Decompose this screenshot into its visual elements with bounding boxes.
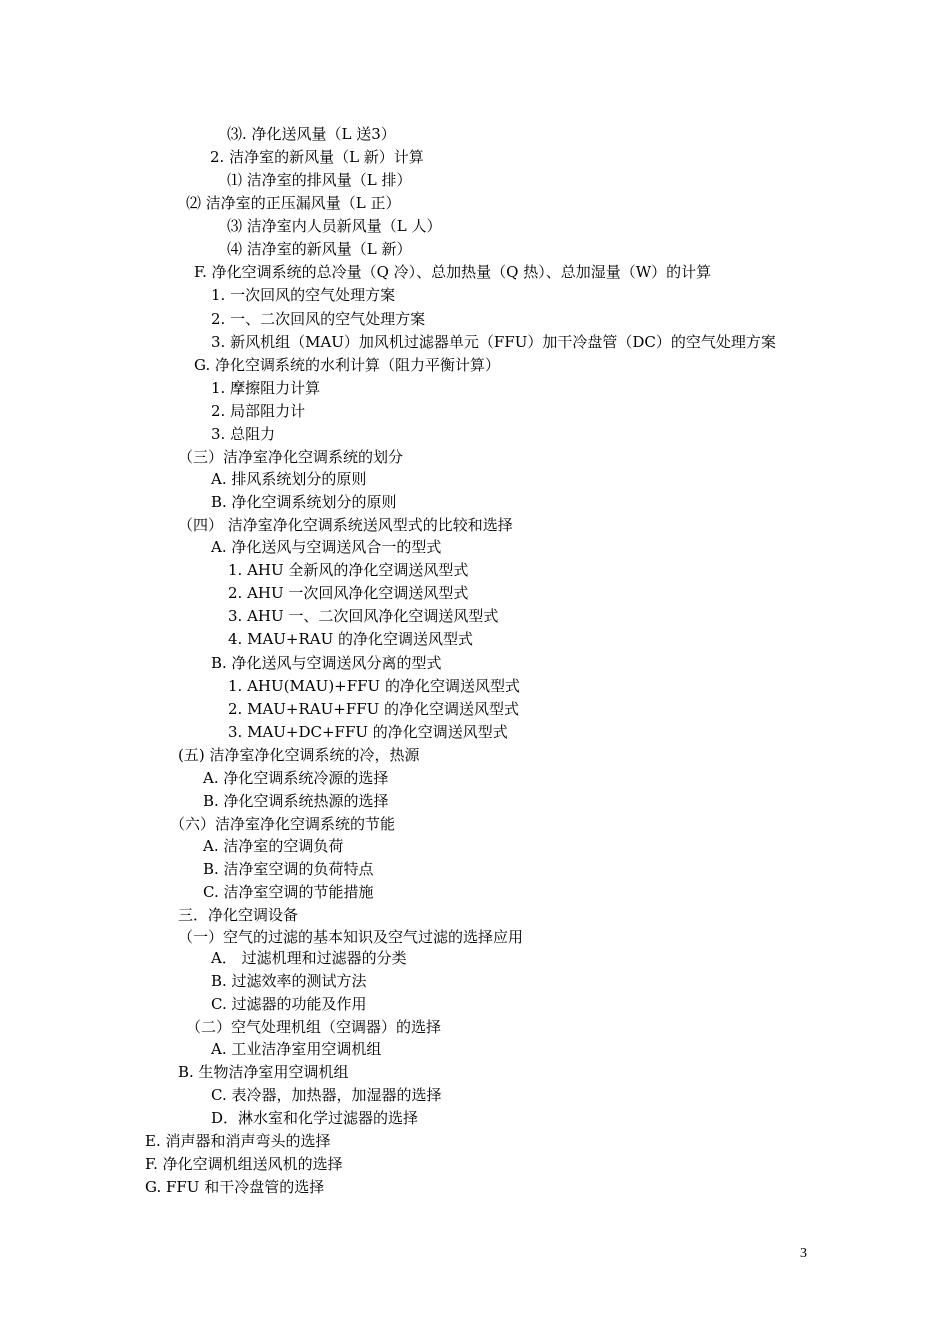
- outline-line: G. 净化空调系统的水利计算（阻力平衡计算）: [194, 356, 500, 374]
- outline-line: A． 过滤机理和过滤器的分类: [211, 949, 407, 967]
- outline-line: 1. AHU(MAU)+FFU 的净化空调送风型式: [228, 677, 520, 695]
- outline-line: （二）空气处理机组（空调器）的选择: [186, 1018, 442, 1036]
- outline-line: A. 工业洁净室用空调机组: [211, 1040, 382, 1058]
- outline-line: 3. 总阻力: [211, 425, 276, 443]
- outline-line: 2. 局部阻力计: [211, 402, 306, 420]
- outline-line: B. 净化空调系统划分的原则: [211, 493, 397, 511]
- outline-line: （一）空气的过滤的基本知识及空气过滤的选择应用: [178, 928, 524, 946]
- outline-line: （四） 洁净室净化空调系统送风型式的比较和选择: [178, 516, 513, 534]
- outline-line: A. 净化空调系统冷源的选择: [203, 769, 389, 787]
- outline-line: 2. AHU 一次回风净化空调送风型式: [228, 584, 469, 602]
- outline-line: E. 消声器和消声弯头的选择: [145, 1132, 331, 1150]
- outline-line: B. 洁净室空调的负荷特点: [203, 860, 374, 878]
- outline-line: （六）洁净室净化空调系统的节能: [170, 815, 396, 833]
- outline-line: D．淋水室和化学过滤器的选择: [211, 1109, 419, 1127]
- page-number: 3: [800, 1246, 807, 1261]
- outline-line: 4. MAU+RAU 的净化空调送风型式: [228, 630, 474, 648]
- outline-line: ⑵ 洁净室的正压漏风量（L 正）: [186, 194, 401, 212]
- outline-line: A. 净化送风与空调送风合一的型式: [211, 538, 442, 556]
- outline-line: C. 洁净室空调的节能措施: [203, 883, 374, 901]
- outline-line: 2. MAU+RAU+FFU 的净化空调送风型式: [228, 700, 520, 718]
- outline-line: ⑶ 洁净室内人员新风量（L 人）: [227, 217, 442, 235]
- outline-line: 1. 摩擦阻力计算: [211, 379, 321, 397]
- outline-line: 1. AHU 全新风的净化空调送风型式: [228, 561, 469, 579]
- outline-line: ⑶. 净化送风量（L 送3）: [227, 125, 396, 143]
- outline-line: G. FFU 和干冷盘管的选择: [145, 1178, 325, 1196]
- outline-line: 三．净化空调设备: [178, 906, 299, 924]
- outline-line: （三）洁净室净化空调系统的划分: [178, 448, 404, 466]
- outline-line: F. 净化空调系统的总冷量（Q 冷）、总加热量（Q 热）、总加湿量（W）的计算: [194, 263, 712, 281]
- outline-line: B. 过滤效率的测试方法: [211, 972, 367, 990]
- outline-line: ⑷ 洁净室的新风量（L 新）: [227, 240, 412, 258]
- outline-line: 2. 一、二次回风的空气处理方案: [211, 310, 426, 328]
- outline-line: B. 净化送风与空调送风分离的型式: [211, 654, 442, 672]
- outline-line: 1. 一次回风的空气处理方案: [211, 286, 396, 304]
- outline-line: 3. MAU+DC+FFU 的净化空调送风型式: [228, 723, 508, 741]
- outline-line: F. 净化空调机组送风机的选择: [145, 1155, 343, 1173]
- outline-line: C. 表冷器，加热器，加湿器的选择: [211, 1086, 442, 1104]
- outline-line: B. 净化空调系统热源的选择: [203, 792, 389, 810]
- outline-line: 3. 新风机组（MAU）加风机过滤器单元（FFU）加干冷盘管（DC）的空气处理方案: [211, 333, 776, 351]
- outline-line: (五) 洁净室净化空调系统的冷，热源: [178, 746, 420, 764]
- outline-line: 2. 洁净室的新风量（L 新）计算: [210, 148, 424, 166]
- outline-line: ⑴ 洁净室的排风量（L 排）: [227, 171, 412, 189]
- outline-line: B. 生物洁净室用空调机组: [178, 1063, 349, 1081]
- outline-line: 3. AHU 一、二次回风净化空调送风型式: [228, 607, 499, 625]
- outline-line: A. 排风系统划分的原则: [211, 470, 367, 488]
- outline-line: A. 洁净室的空调负荷: [203, 837, 344, 855]
- outline-line: C. 过滤器的功能及作用: [211, 995, 367, 1013]
